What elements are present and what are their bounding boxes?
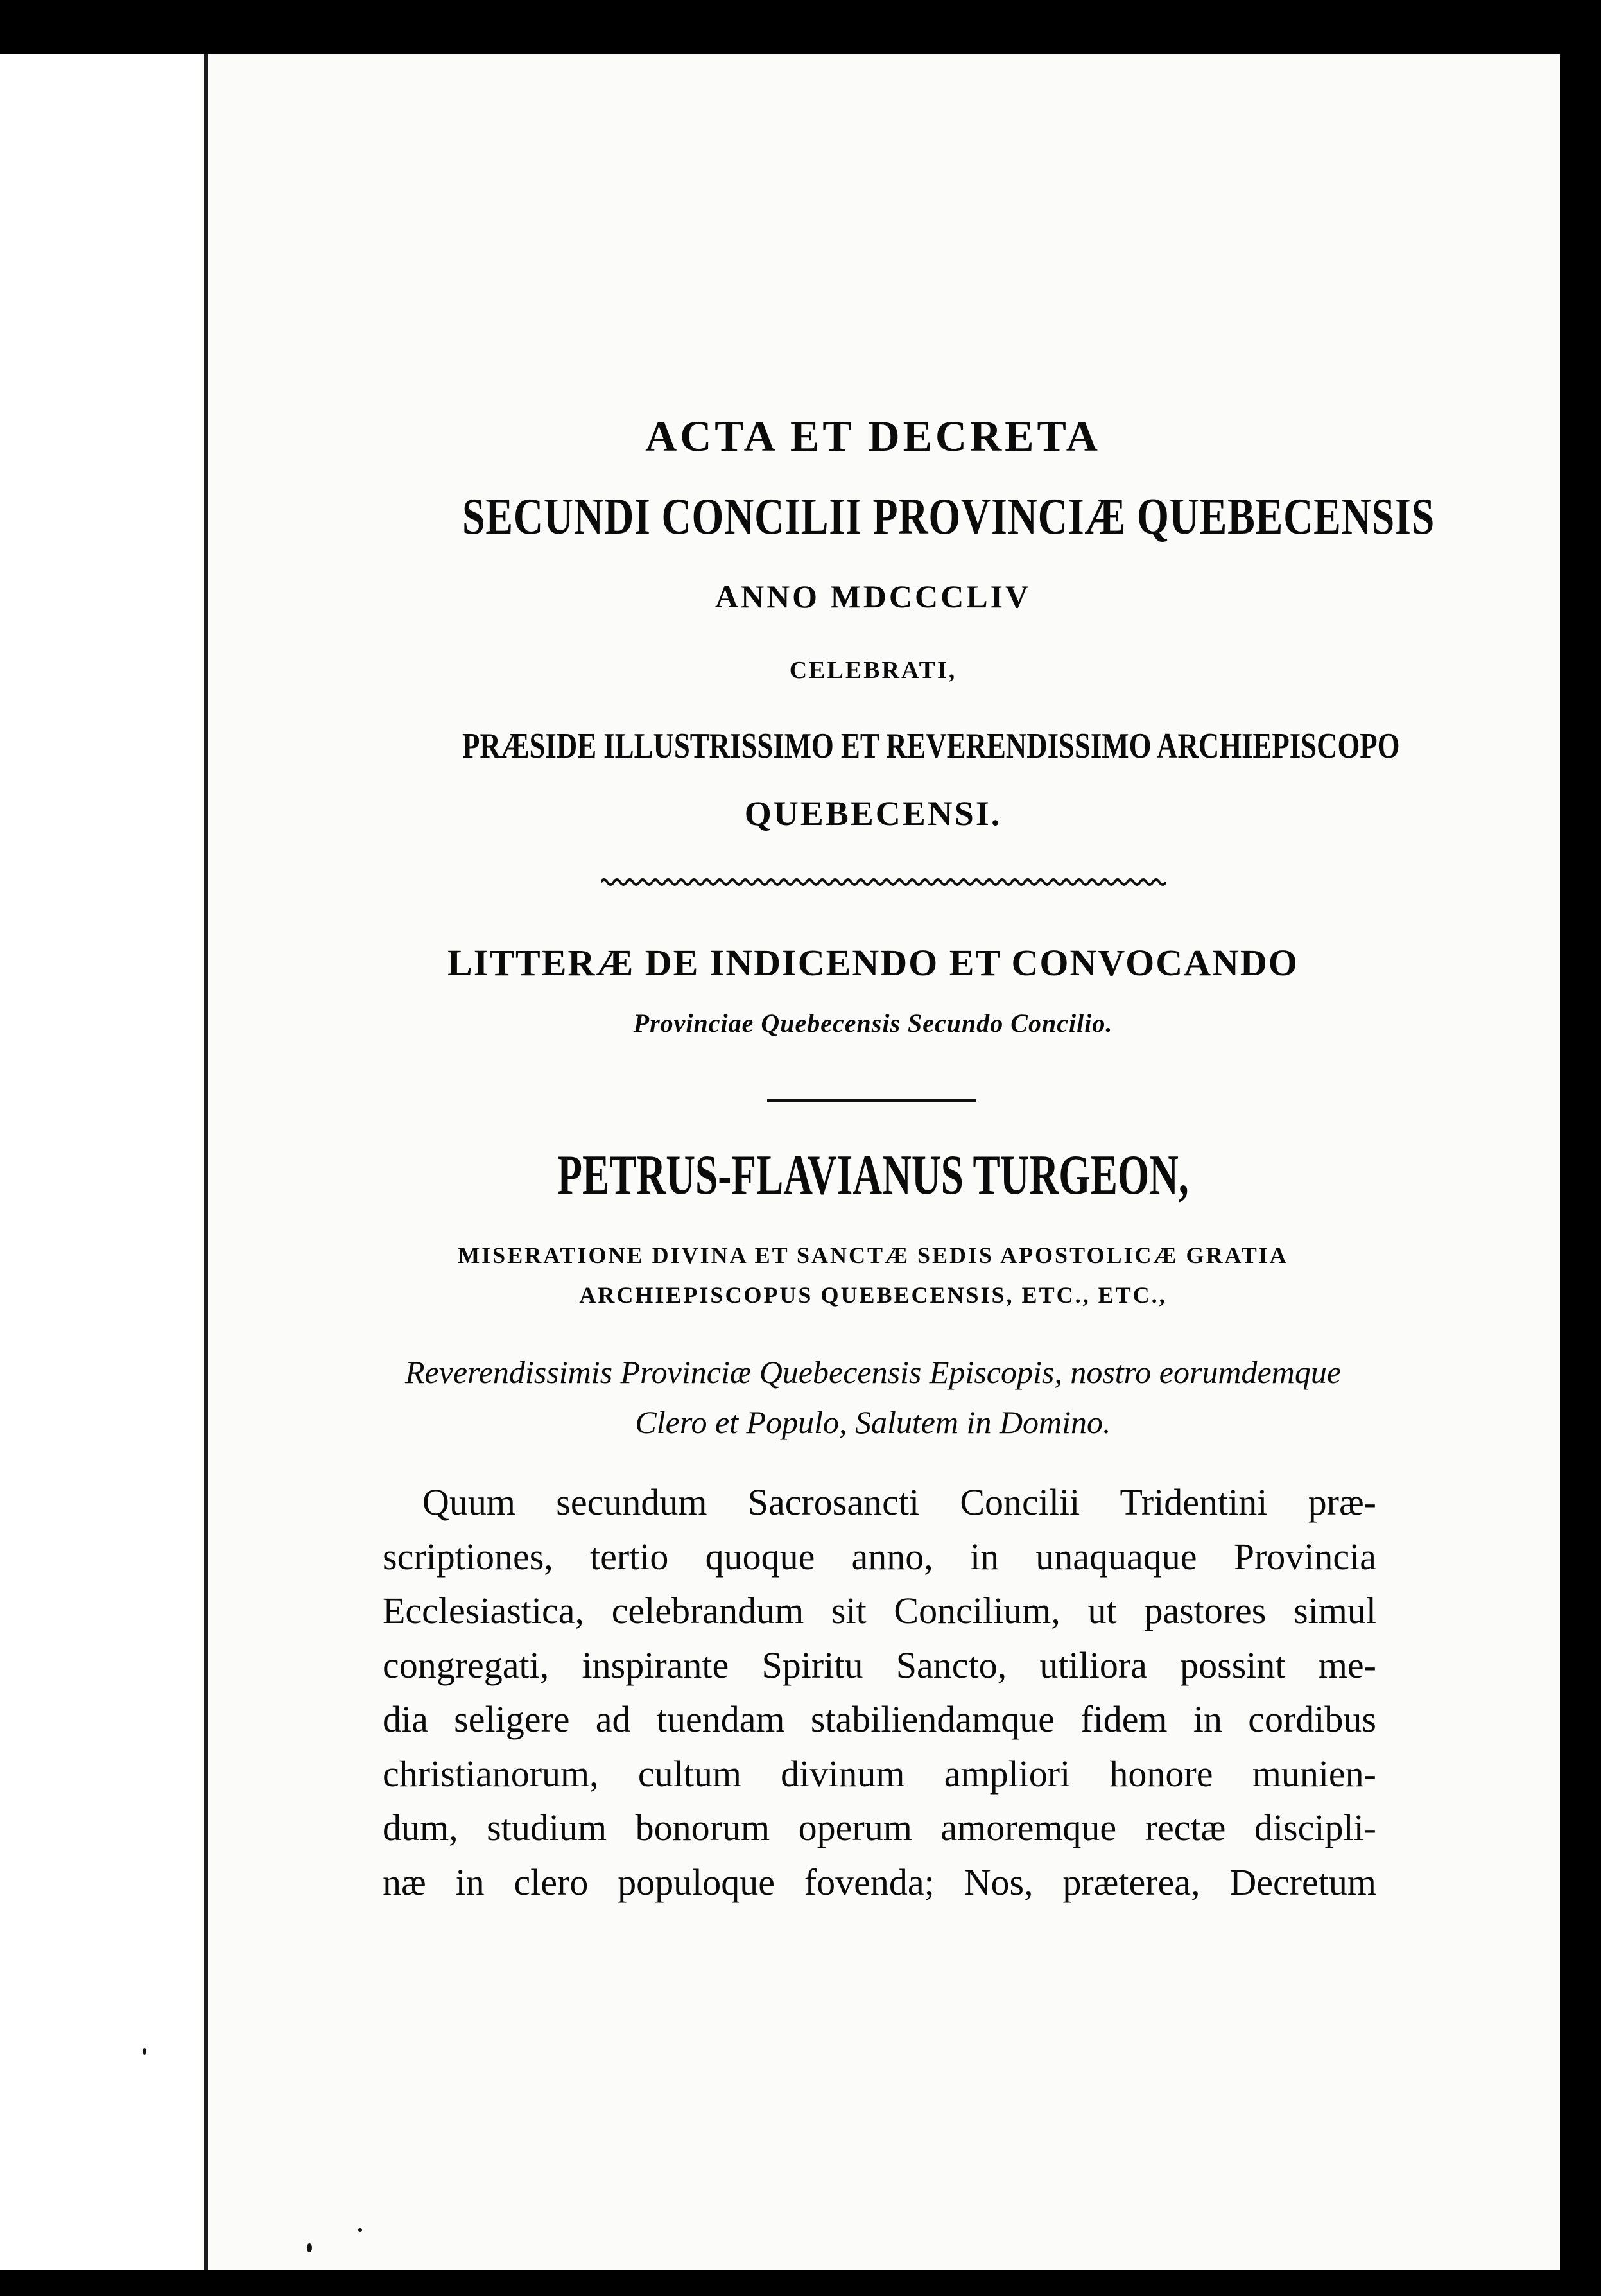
body-line: dia seligere ad tuendam stabiliendamque fidem in cordibus [383, 1698, 1376, 1740]
body-line: scriptiones, tertio quoque anno, in unaquaque Provincia [383, 1535, 1376, 1578]
body-line: dum, studium bonorum operum amoremque rectæ discipli- [383, 1807, 1376, 1848]
title-line-2: SECUNDI CONCILII PROVINCIÆ QUEBECENSIS [462, 489, 1435, 545]
body-line: christianorum, cultum divinum ampliori honore munien- [383, 1752, 1376, 1795]
author-name: PETRUS-FLAVIANUS TURGEON, [557, 1144, 1189, 1206]
body-line: congregati, inspirante Spiritu Sancto, utiliora possint me- [383, 1644, 1376, 1686]
title-line-6: QUEBECENSI. [744, 794, 1002, 833]
body-line: Ecclesiastica, celebrandum sit Concilium, ut pastores simul [383, 1590, 1376, 1631]
scan-speck [358, 2228, 362, 2232]
scan-speck [143, 2048, 146, 2055]
salutation-line-2: Clero et Populo, Salutem in Domino. [635, 1404, 1111, 1440]
short-rule-divider [767, 1099, 976, 1102]
title-line-1: ACTA ET DECRETA [645, 412, 1101, 460]
letter-heading: LITTERÆ DE INDICENDO ET CONVOCANDO [447, 942, 1299, 984]
body-line: Quum secundum Sacrosancti Concilii Tridentini præ- [422, 1481, 1376, 1523]
author-title-2: ARCHIEPISCOPUS QUEBECENSIS, ETC., ETC., [579, 1282, 1167, 1308]
salutation-line-1: Reverendissimis Provinciæ Quebecensis Episcopis, nostro eorumdemque [404, 1354, 1342, 1390]
author-title-1: MISERATIONE DIVINA ET SANCTÆ SEDIS APOSTOLICÆ GRATIA [458, 1242, 1288, 1268]
left-margin [0, 54, 200, 2270]
title-line-3: ANNO MDCCCLIV [714, 578, 1032, 614]
scan-speck [307, 2243, 312, 2252]
page-gutter-line [204, 54, 208, 2270]
body-paragraph [383, 1475, 1376, 1909]
title-line-5: PRÆSIDE ILLUSTRISSIMO ET REVERENDISSIMO ARCHIEPISCOPO [462, 726, 1400, 766]
letter-subheading: Provinciae Quebecensis Secundo Concilio. [633, 1009, 1113, 1038]
title-line-4: CELEBRATI, [789, 657, 957, 684]
body-line: næ in clero populoque fovenda; Nos, præterea, Decretum [383, 1861, 1376, 1903]
wavy-divider [601, 874, 1166, 890]
